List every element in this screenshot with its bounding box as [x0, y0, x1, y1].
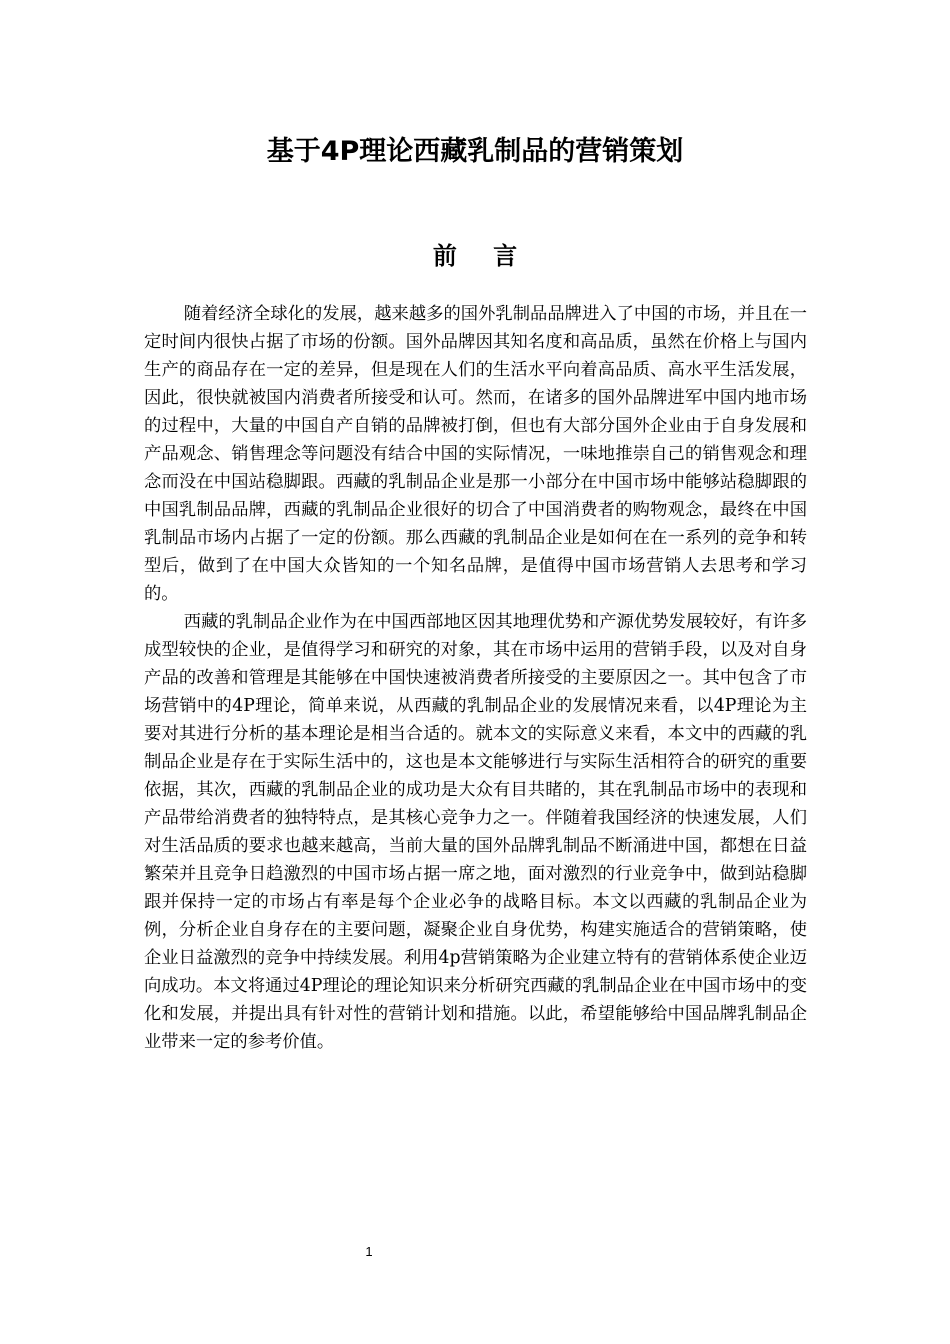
paragraph-1: 随着经济全球化的发展，越来越多的国外乳制品品牌进入了中国的市场，并且在一定时间内很快占据了市场的份额。国外品牌因其知名度和高品质，虽然在价格上与国内生产的商品存在一定的差异，但是现在人们的生活水平向着高品质、高水平生活发展，因此，很快就被国内消费者所接受和认可。然而，在诸多的国外品牌进军中国内地市场的过程中，大量的中国自产自销的品牌被打倒，但也有大部分国外企业由于自身发展和产品观念、销售理念等问题没有结合中国的实际情况，一味地推崇自己的销售观念和理念而没在中国站稳脚跟。西藏的乳制品企业是那一小部分在中国市场中能够站稳脚跟的中国乳制品品牌，西藏的乳制品企业很好的切合了中国消费者的购物观念，最终在中国乳制品市场内占据了一定的份额。那么西藏的乳制品企业是如何在在一系列的竞争和转型后，做到了在中国大众皆知的一个知名品牌，是值得中国市场营销人去思考和学习的。 — [144, 304, 807, 604]
paragraph-2: 西藏的乳制品企业作为在中国西部地区因其地理优势和产源优势发展较好，有许多成型较快的企业，是值得学习和研究的对象，其在市场中运用的营销手段，以及对自身产品的改善和管理是其能够在中国快速被消费者所接受的主要原因之一。其中包含了市场营销中的4P理论，简单来说，从西藏的乳制品企业的发展情况来看，以4P理论为主要对其进行分析的基本理论是相当合适的。就本文的实际意义来看，本文中的西藏的乳制品企业是存在于实际生活中的，这也是本文能够进行与实际生活相符合的研究的重要依据，其次，西藏的乳制品企业的成功是大众有目共睹的，其在乳制品市场中的表现和产品带给消费者的独特特点，是其核心竞争力之一。伴随着我国经济的快速发展，人们对生活品质的要求也越来越高，当前大量的国外品牌乳制品不断涌进中国，都想在日益繁荣并且竞争日趋激烈的中国市场占据一席之地，面对激烈的行业竞争中，做到站稳脚跟并保持一定的市场占有率是每个企业必争的战略目标。本文以西藏的乳制品企业为例，分析企业自身存在的主要问题，凝聚企业自身优势，构建实施适合的营销策略，使企业日益激烈的竞争中持续发展。利用4p营销策略为企业建立特有的营销体系使企业迈向成功。本文将通过4P理论的理论知识来分析研究西藏的乳制品企业在中国市场中的变化和发展，并提出具有针对性的营销计划和措施。以此，希望能够给中国品牌乳制品企业带来一定的参考价值。 — [144, 612, 807, 1052]
section-heading: 前 言 — [432, 242, 532, 270]
document-title: 基于4P理论西藏乳制品的营销策划 — [266, 136, 684, 167]
page-number: 1 — [365, 1244, 373, 1259]
body-text — [144, 300, 807, 1056]
